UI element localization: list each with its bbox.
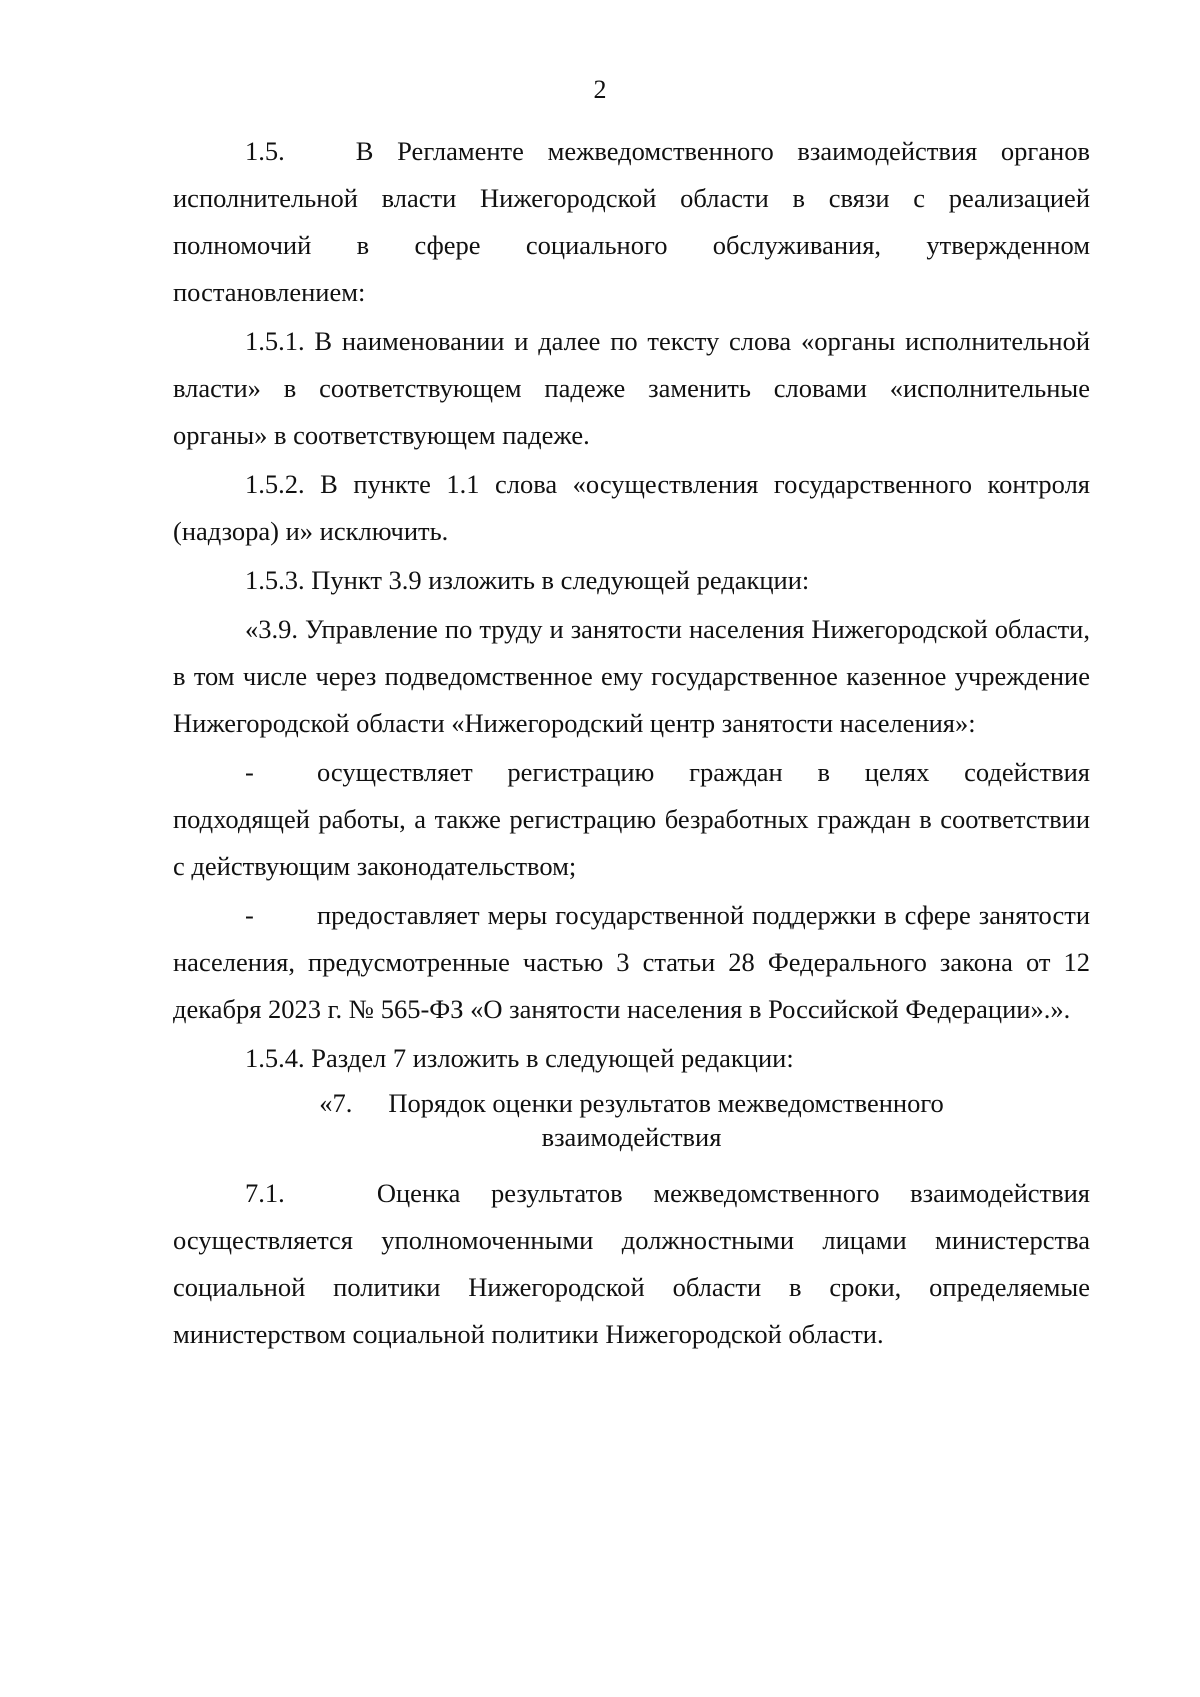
section-title-line-2: взаимодействия bbox=[541, 1122, 722, 1152]
dash-marker: - bbox=[245, 757, 254, 787]
paragraph-1-5-2: 1.5.2. В пункте 1.1 слова «осуществления государственного контроля (надзора) и» исключить. bbox=[173, 469, 1090, 546]
dash-item-registration bbox=[173, 749, 1090, 890]
section-number: «7. bbox=[319, 1088, 353, 1118]
paragraph-3-9: «3.9. Управление по труду и занятости населения Нижегородской области, в том числе через подведомственное ему государственное казенное учреждение Нижегородской области «Нижегородский центр занятости населения»: bbox=[173, 614, 1090, 738]
document-body bbox=[173, 128, 1090, 1360]
paragraph-1-5-1: 1.5.1. В наименовании и далее по тексту слова «органы исполнительной власти» в соответствующем падеже заменить словами «исполнительные органы» в соответствующем падеже. bbox=[173, 326, 1090, 450]
dash-marker: - bbox=[245, 900, 254, 930]
paragraph-1-5-3: 1.5.3. Пункт 3.9 изложить в следующей редакции: bbox=[245, 565, 810, 595]
page-number: 2 bbox=[593, 75, 607, 104]
paragraph-1-5: 1.5. В Регламенте межведомственного взаимодействия органов исполнительной власти Нижегородской области в связи с реализацией полномочий в сфере социального обслуживания, утвержденном постановлением: bbox=[173, 136, 1090, 307]
paragraph-1-5-4: 1.5.4. Раздел 7 изложить в следующей редакции: bbox=[245, 1043, 794, 1073]
dash-item-text: осуществляет регистрацию граждан в целях содействия подходящей работы, а также регистрацию безработных граждан в соответствии с действующим законодательством; bbox=[173, 757, 1090, 881]
dash-item-support bbox=[173, 892, 1090, 1033]
section-title-line-1: Порядок оценки результатов межведомственного bbox=[388, 1088, 944, 1118]
paragraph-7-1: 7.1. Оценка результатов межведомственного взаимодействия осуществляется уполномоченными должностными лицами министерства социальной политики Нижегородской области в сроки, определяемые министерством социальной политики Нижегородской области. bbox=[173, 1178, 1090, 1349]
dash-item-text: предоставляет меры государственной поддержки в сфере занятости населения, предусмотренные частью 3 статьи 28 Федерального закона от 12 декабря 2023 г. № 565-ФЗ «О занятости населения в Российской Федерации».». bbox=[173, 900, 1090, 1024]
section-7-heading bbox=[173, 1086, 1090, 1154]
